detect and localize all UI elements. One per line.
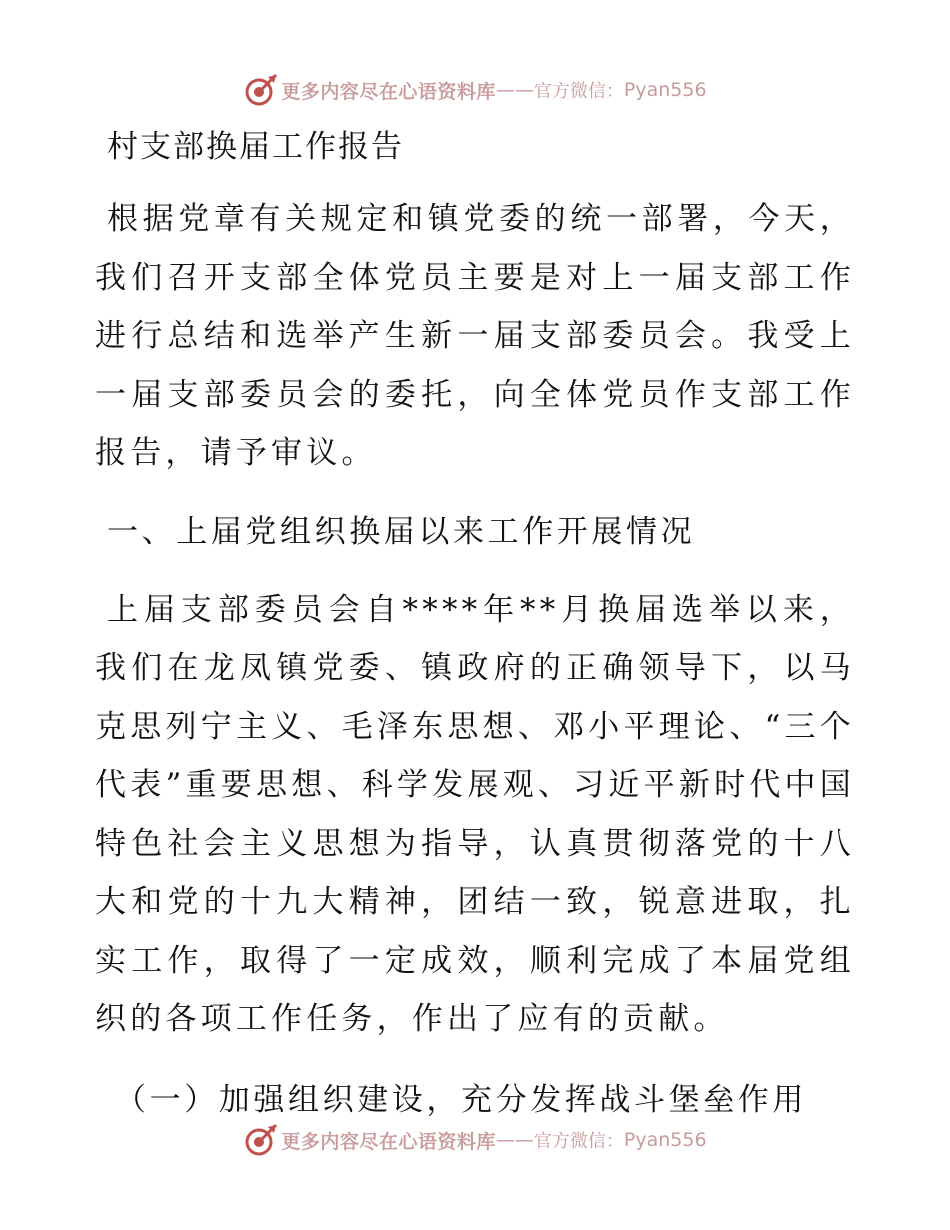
watermark-id: Pyan556 bbox=[623, 79, 707, 101]
header-watermark bbox=[0, 70, 950, 110]
document-title: 村支部换届工作报告 bbox=[107, 129, 404, 165]
footer-watermark bbox=[0, 1120, 950, 1160]
watermark-text: 更多内容尽在心语资料库 bbox=[281, 1130, 496, 1153]
watermark-text: 更多内容尽在心语资料库 bbox=[281, 80, 496, 103]
section-heading-1: 一、上届党组织换届以来工作开展情况 bbox=[107, 513, 696, 550]
watermark-dash: —— bbox=[495, 1129, 534, 1151]
watermark-sub: 官方微信： bbox=[533, 1131, 624, 1152]
document-body bbox=[95, 118, 855, 1129]
paragraph-intro: 根据党章有关规定和镇党委的统一部署，今天，我们召开支部全体党员主要是对上一届支部工作进行总结和选举产生新一届支部委员会。我受上一届支部委员会的委托，向全体党员作支部工作报告，请予审议。 bbox=[95, 201, 855, 471]
paragraph-section-1: 上届支部委员会自****年**月换届选举以来，我们在龙凤镇党委、镇政府的正确领导下，以马克思列宁主义、毛泽东思想、邓小平理论、“三个代表”重要思想、科学发展观、习近平新时代中国特色社会主义思想为指导，认真贯彻落党的十八大和党的十九大精神，团结一致，锐意进取，扎实工作，取得了一定成效，顺利完成了本届党组织的各项工作任务，作出了应有的贡献。 bbox=[95, 591, 855, 1037]
quill-logo-icon bbox=[243, 1122, 279, 1158]
watermark-id: Pyan556 bbox=[623, 1129, 707, 1151]
subsection-heading-1: （一）加强组织建设，充分发挥战斗堡垒作用 bbox=[115, 1081, 807, 1118]
quill-logo-icon bbox=[243, 72, 279, 108]
watermark-sub: 官方微信： bbox=[533, 81, 624, 102]
watermark-dash: —— bbox=[495, 79, 534, 101]
